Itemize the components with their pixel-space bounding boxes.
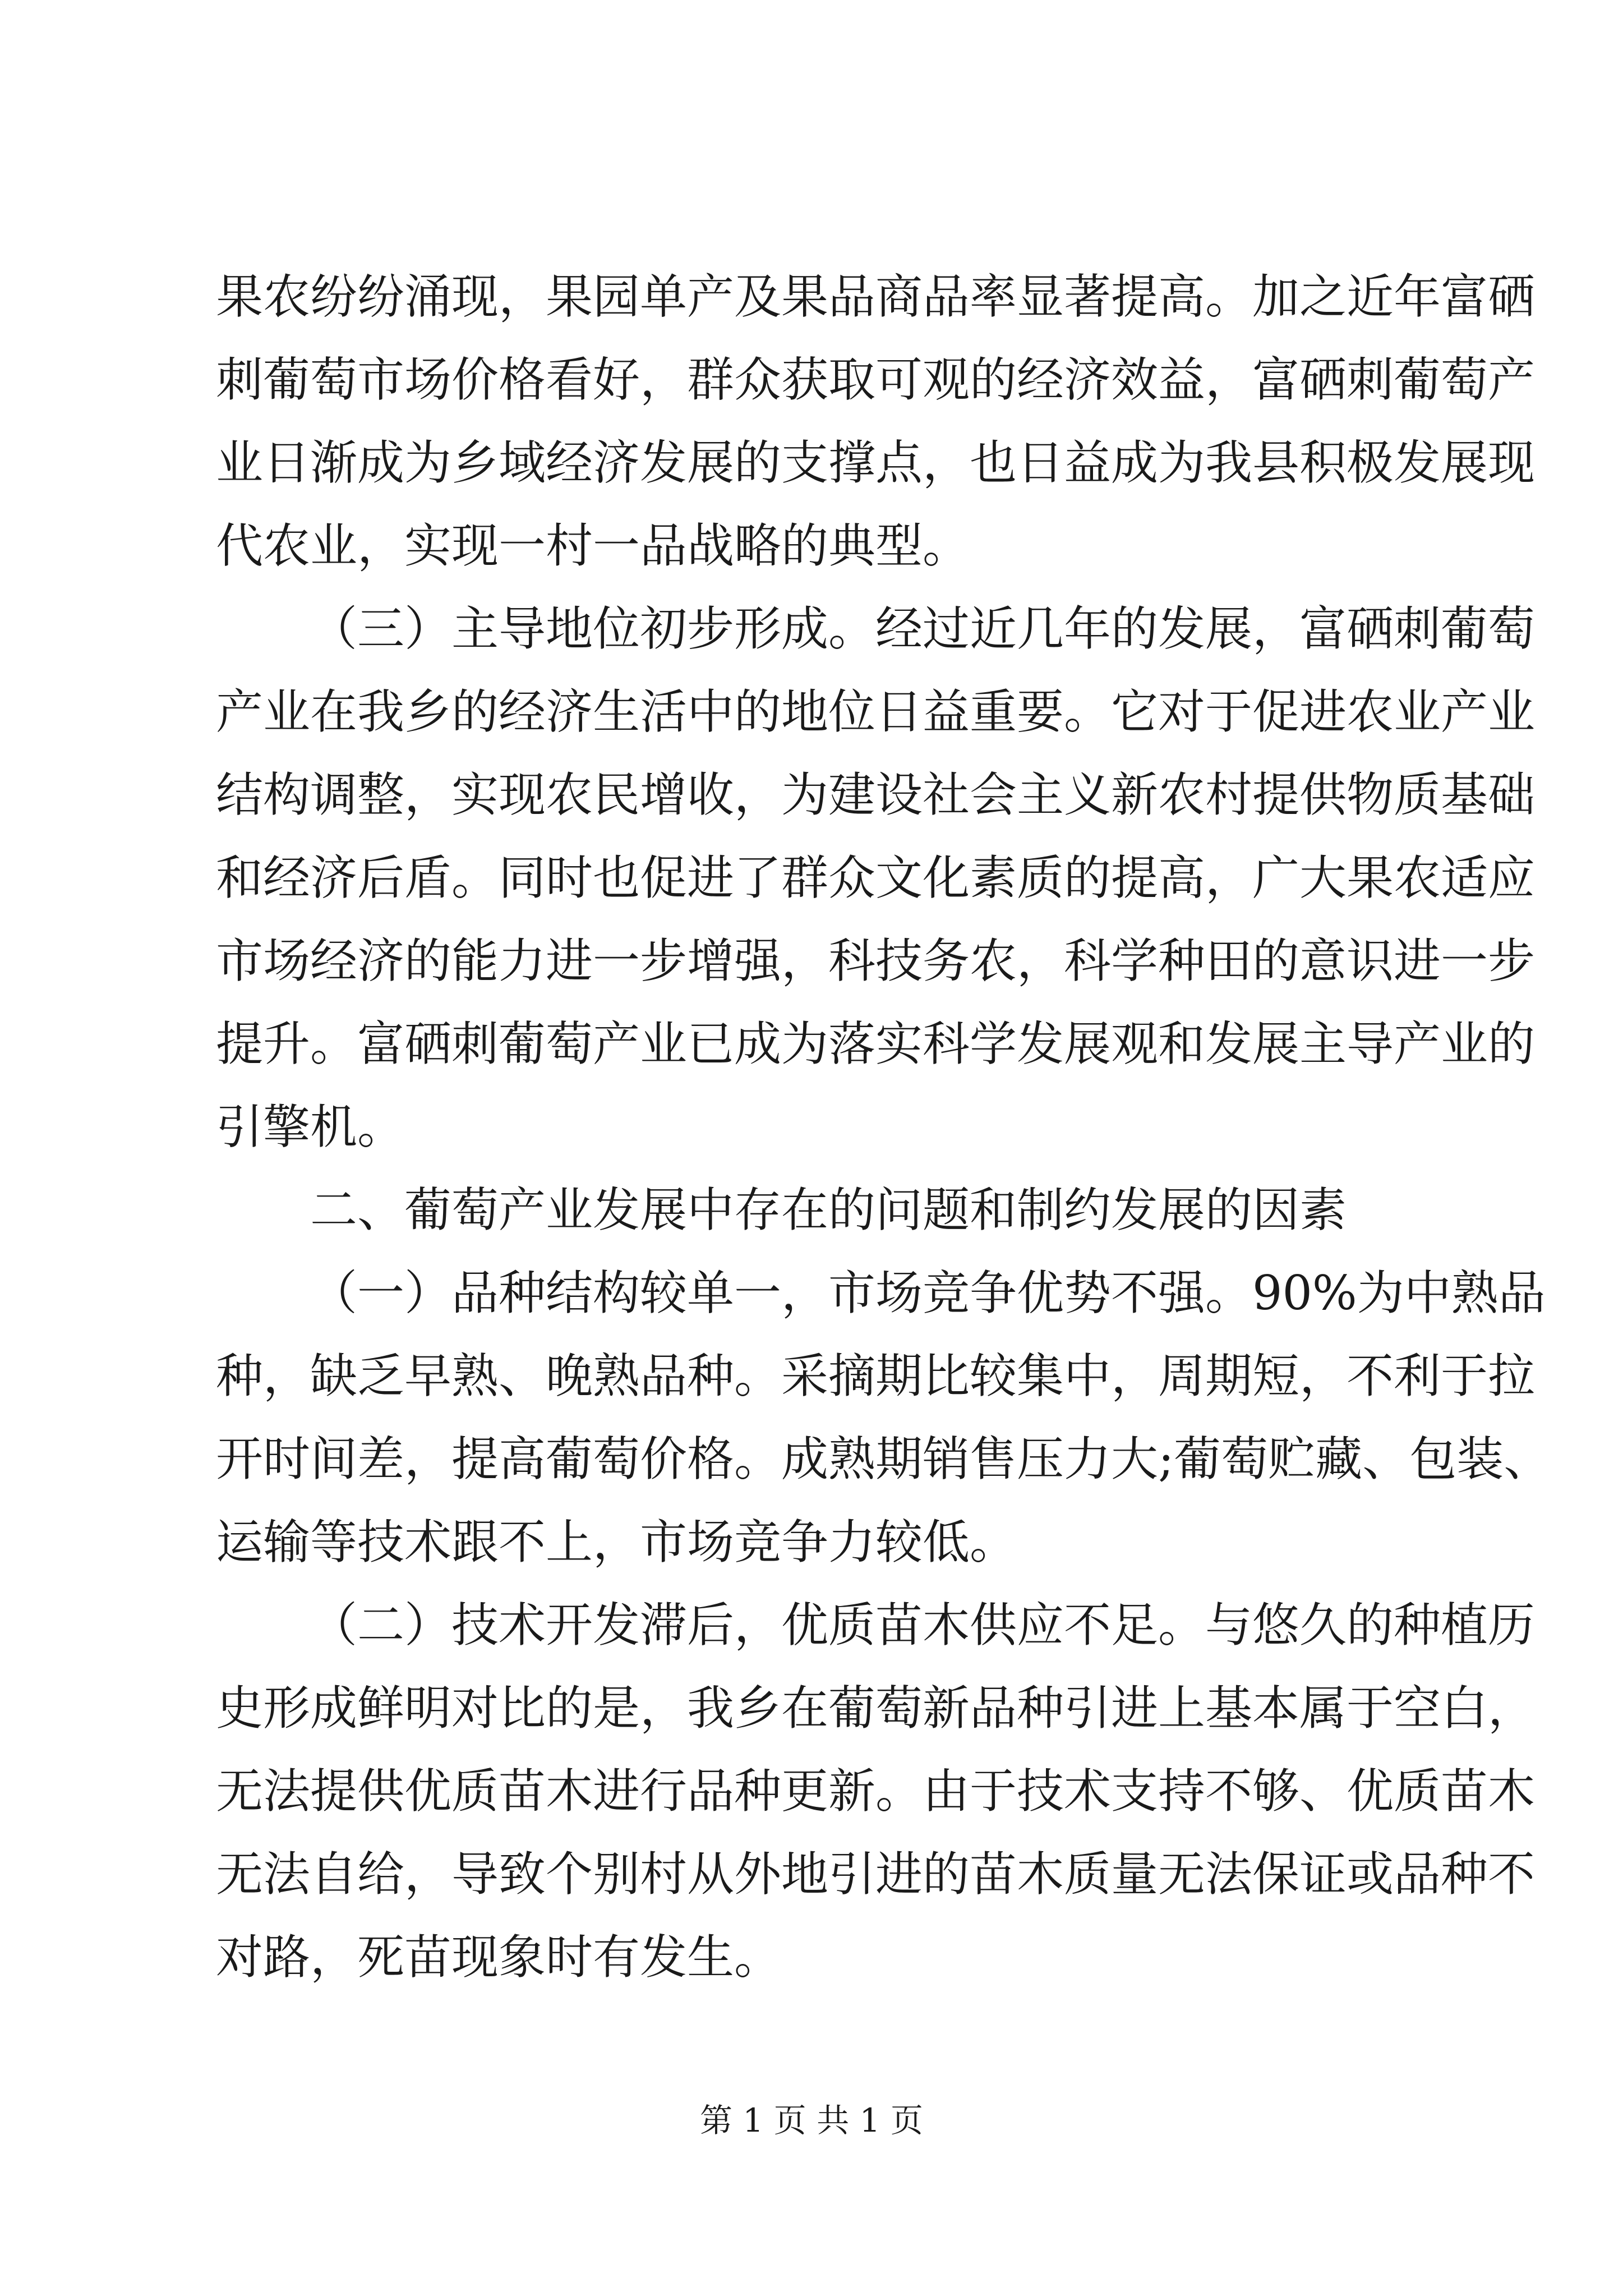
body-line: 史形成鲜明对比的是，我乡在葡萄新品种引进上基本属于空白， xyxy=(216,1681,1536,1736)
body-line: 种，缺乏早熟、晚熟品种。采摘期比较集中，周期短，不利于拉 xyxy=(216,1349,1536,1404)
body-line: 和经济后盾。同时也促进了群众文化素质的提高，广大果农适应 xyxy=(216,850,1536,905)
section-heading: 二、葡萄产业发展中存在的问题和制约发展的因素 xyxy=(310,1182,1347,1237)
body-line: 代农业，实现一村一品战略的典型。 xyxy=(216,518,970,573)
body-line: 运输等技术跟不上，市场竞争力较低。 xyxy=(216,1515,1017,1570)
paragraph-heading-line: （二）技术开发滞后，优质苗木供应不足。与悠久的种植历 xyxy=(310,1598,1536,1653)
body-line: 提升。富硒刺葡萄产业已成为落实科学发展观和发展主导产业的 xyxy=(216,1016,1536,1071)
page-number-label: 第 1 页 共 1 页 xyxy=(700,2101,923,2139)
body-line: 刺葡萄市场价格看好，群众获取可观的经济效益，富硒刺葡萄产 xyxy=(216,352,1536,407)
body-line: 市场经济的能力进一步增强，科技务农，科学种田的意识进一步 xyxy=(216,933,1536,988)
body-line: 产业在我乡的经济生活中的地位日益重要。它对于促进农业产业 xyxy=(216,684,1536,739)
body-line: 对路，死苗现象时有发生。 xyxy=(216,1930,782,1985)
paragraph-heading-line: （一）品种结构较单一，市场竞争优势不强。90%为中熟品 xyxy=(310,1266,1546,1320)
body-line: 无法提供优质苗木进行品种更新。由于技术支持不够、优质苗木 xyxy=(216,1764,1536,1819)
body-line: 引擎机。 xyxy=(216,1099,405,1154)
body-line: 结构调整，实现农民增收，为建设社会主义新农村提供物质基础 xyxy=(216,767,1536,822)
document-body xyxy=(216,255,1551,1999)
body-line: 业日渐成为乡域经济发展的支撑点，也日益成为我县积极发展现 xyxy=(216,435,1536,490)
body-line: 果农纷纷涌现，果园单产及果品商品率显著提高。加之近年富硒 xyxy=(216,269,1536,324)
body-line: 无法自给，导致个别村从外地引进的苗木质量无法保证或品种不 xyxy=(216,1847,1536,1902)
page-footer xyxy=(0,2098,1623,2143)
paragraph-heading-line: （三）主导地位初步形成。经过近几年的发展，富硒刺葡萄 xyxy=(310,601,1536,656)
body-line: 开时间差，提高葡萄价格。成熟期销售压力大;葡萄贮藏、包装、 xyxy=(216,1432,1551,1487)
